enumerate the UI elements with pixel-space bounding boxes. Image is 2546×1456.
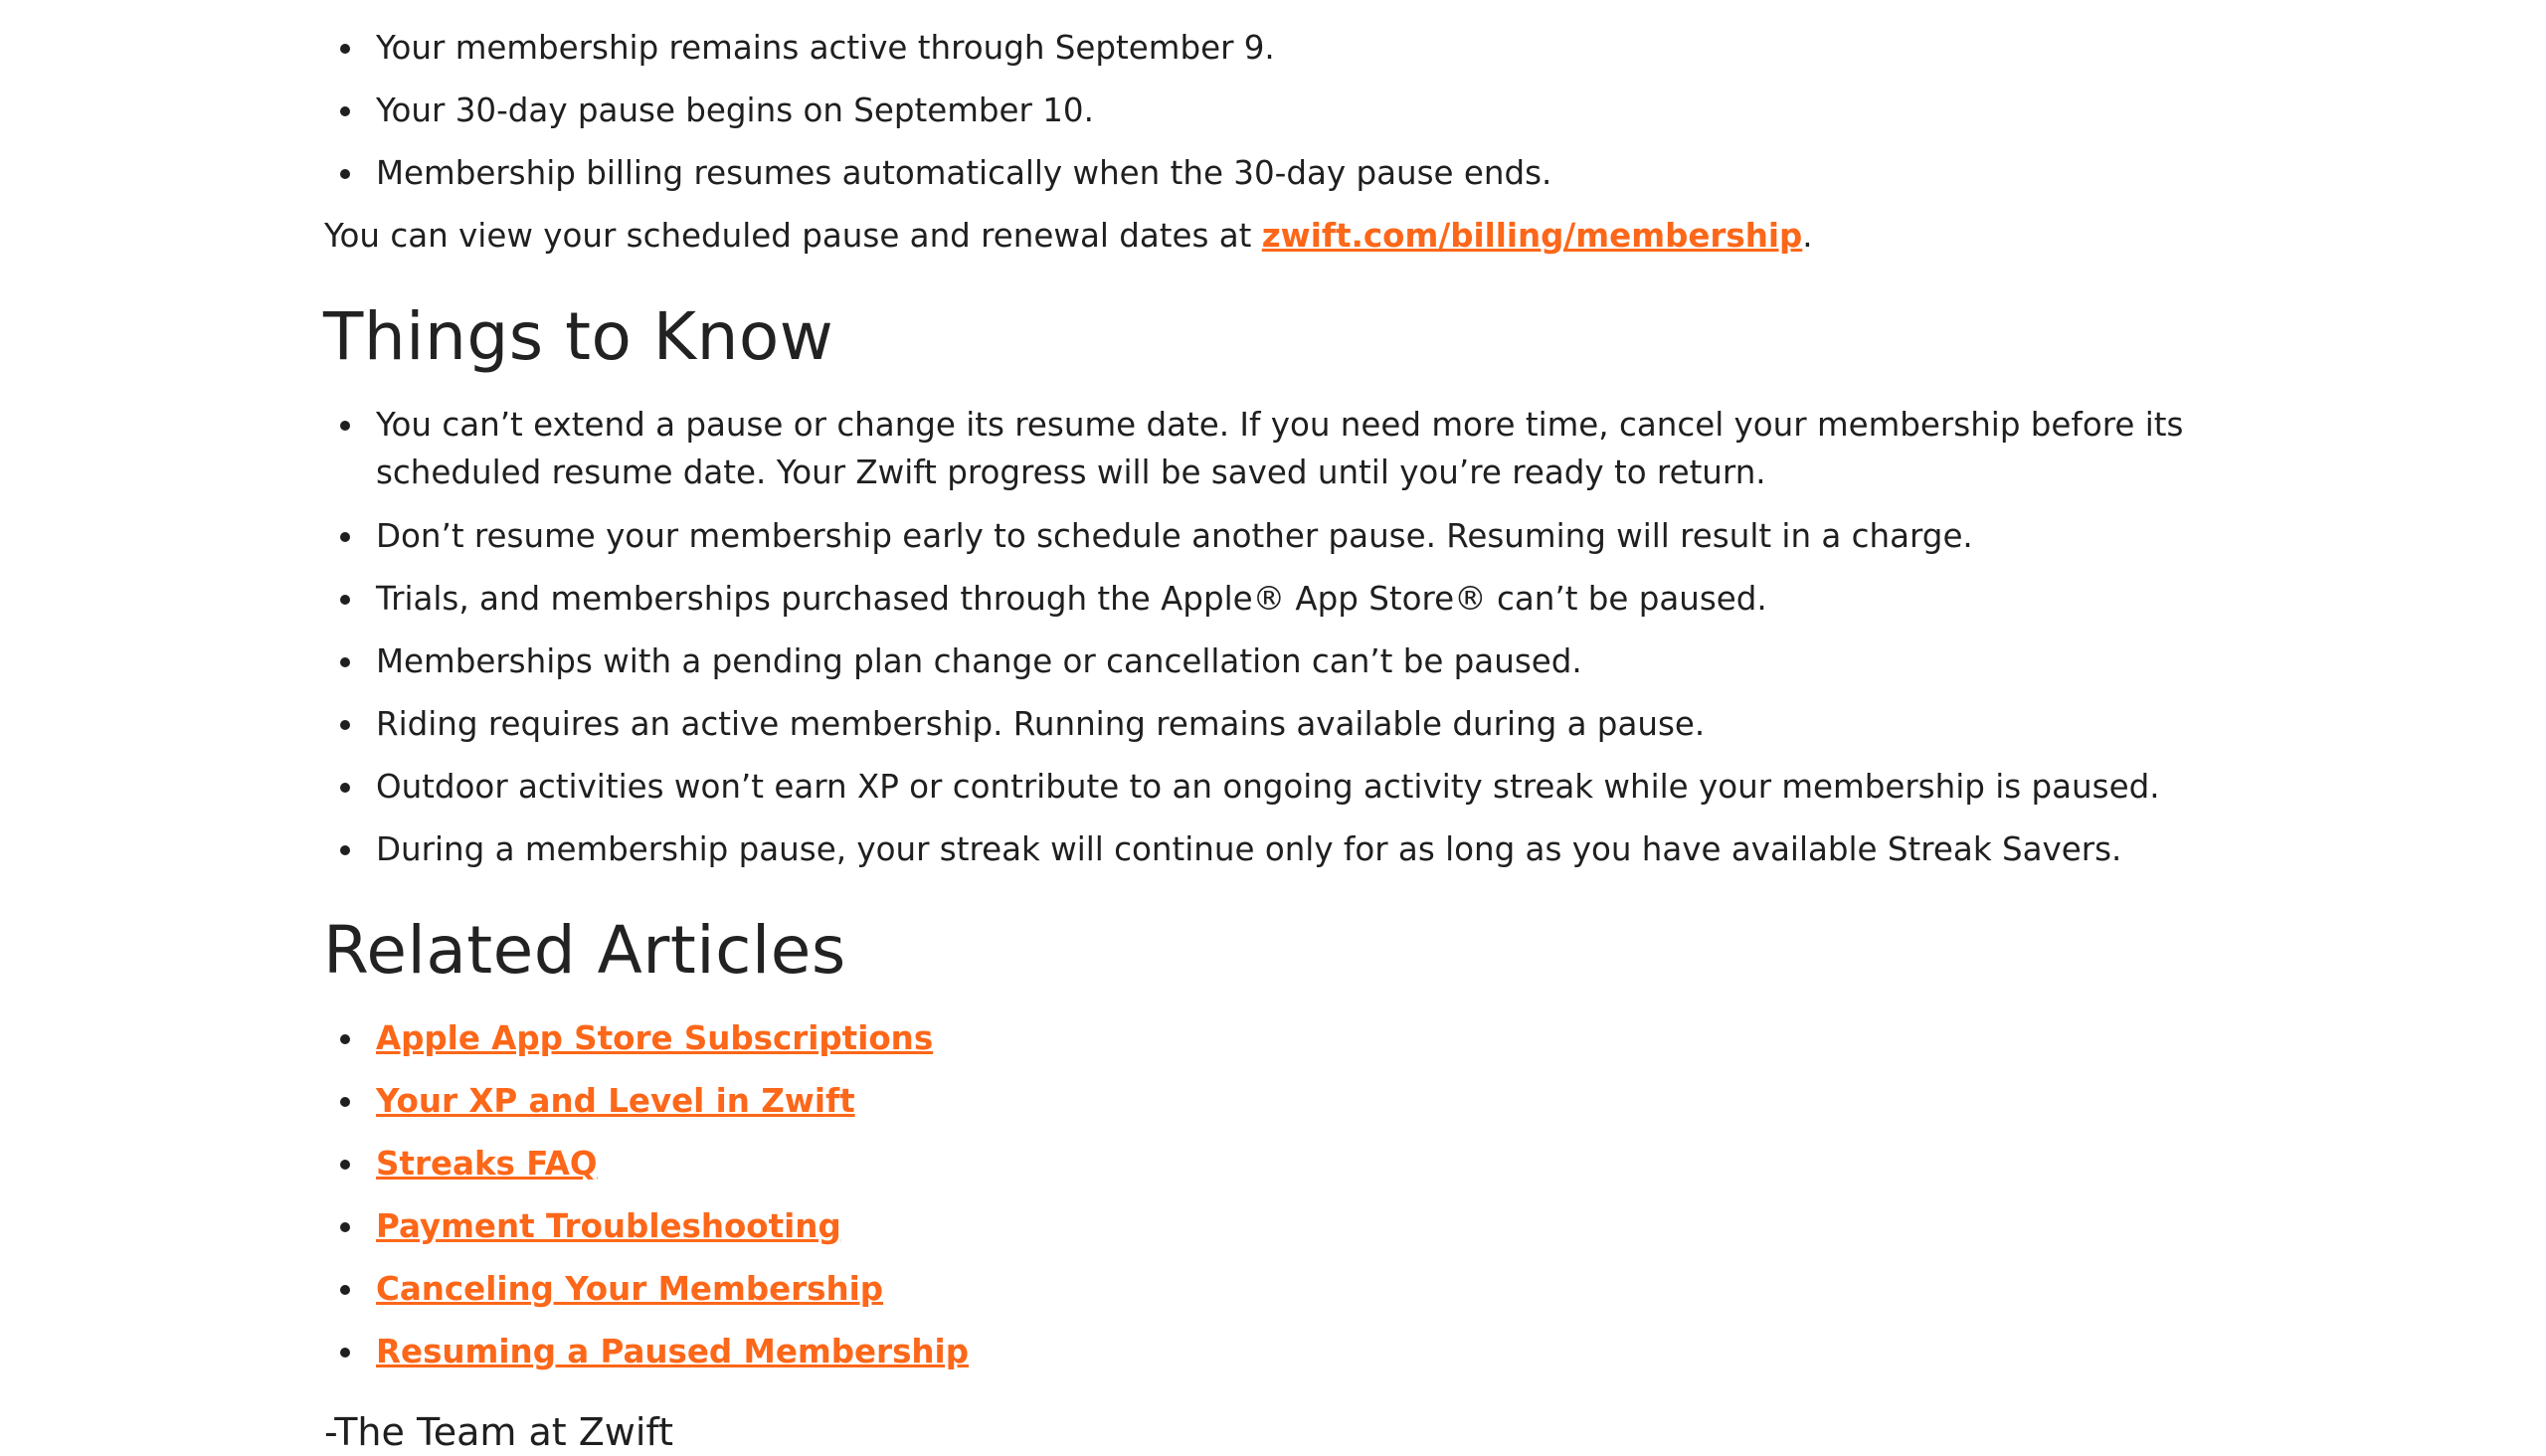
list-item — [376, 1265, 883, 1313]
list-item — [376, 1077, 855, 1125]
schedule-note-period: . — [1802, 217, 1813, 255]
things-to-know-heading: Things to Know — [323, 298, 834, 375]
related-link-apple-app-store[interactable]: Apple App Store Subscriptions — [376, 1019, 934, 1057]
list-item — [376, 1202, 841, 1250]
list-item: Memberships with a pending plan change or cancellation can’t be paused. — [376, 637, 1582, 685]
related-link-resuming-paused-membership[interactable]: Resuming a Paused Membership — [376, 1333, 969, 1370]
list-item: You can’t extend a pause or change its resume date. If you need more time, cancel your membership before its scheduled resume date. Your Zwift progress will be saved until you’re ready to return. — [376, 401, 2246, 496]
schedule-note — [324, 212, 1813, 260]
list-item: Don’t resume your membership early to schedule another pause. Resuming will result in a charge. — [376, 512, 1973, 560]
schedule-note-text: You can view your scheduled pause and renewal dates at — [324, 217, 1262, 255]
list-item: Trials, and memberships purchased through the Apple® App Store® can’t be paused. — [376, 575, 1767, 623]
related-link-payment-troubleshooting[interactable]: Payment Troubleshooting — [376, 1207, 841, 1245]
list-item: Membership billing resumes automatically when the 30-day pause ends. — [376, 149, 1551, 197]
list-item: Outdoor activities won’t earn XP or contribute to an ongoing activity streak while your membership is paused. — [376, 763, 2160, 811]
list-item — [376, 1014, 933, 1062]
related-link-xp-and-level[interactable]: Your XP and Level in Zwift — [376, 1082, 855, 1120]
related-articles-heading: Related Articles — [323, 912, 846, 989]
list-item — [376, 1328, 969, 1375]
list-item: Your 30-day pause begins on September 10. — [376, 87, 1094, 134]
related-link-canceling-membership[interactable]: Canceling Your Membership — [376, 1270, 884, 1308]
list-item: Riding requires an active membership. Running remains available during a pause. — [376, 700, 1705, 748]
list-item — [376, 1140, 597, 1187]
list-item: Your membership remains active through September 9. — [376, 24, 1275, 72]
signature: -The Team at Zwift — [324, 1410, 674, 1454]
list-item: During a membership pause, your streak will continue only for as long as you have available Streak Savers. — [376, 825, 2121, 873]
billing-membership-link[interactable]: zwift.com/billing/membership — [1261, 217, 1803, 255]
related-link-streaks-faq[interactable]: Streaks FAQ — [376, 1145, 598, 1183]
